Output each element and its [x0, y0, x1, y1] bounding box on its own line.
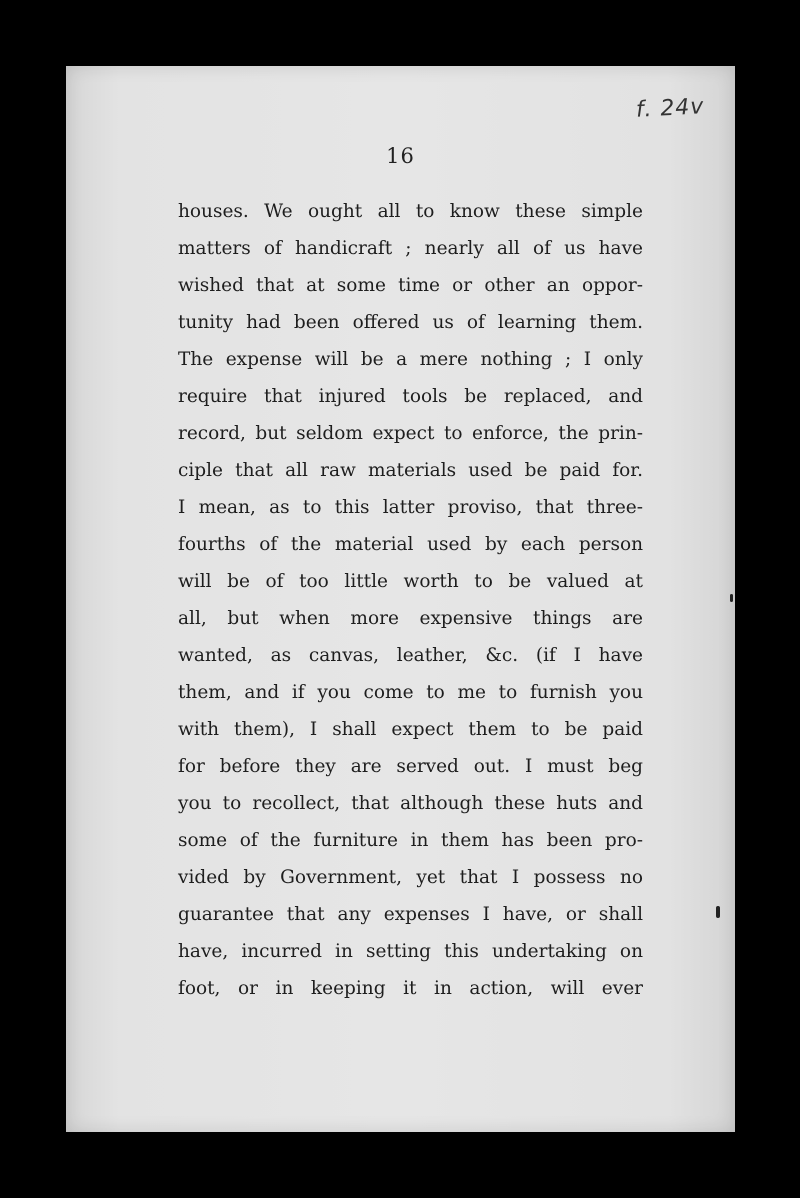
ink-speck [716, 906, 720, 918]
text-line: will be of too little worth to be valued at [178, 571, 643, 592]
handwritten-folio-number: f. 24v [635, 94, 705, 123]
book-page [66, 66, 735, 1132]
text-line: vided by Government, yet that I possess no [178, 867, 643, 888]
text-line: wanted, as canvas, leather, &c. (if I have [178, 645, 643, 666]
text-line: foot, or in keeping it in action, will ever [178, 978, 643, 999]
text-line: I mean, as to this latter proviso, that three- [178, 497, 643, 518]
text-line: for before they are served out. I must beg [178, 756, 643, 777]
ink-speck [730, 594, 733, 602]
text-line: you to recollect, that although these huts and [178, 793, 643, 814]
page-body-text [178, 193, 643, 1007]
text-line: all, but when more expensive things are [178, 608, 643, 629]
text-line: with them), I shall expect them to be paid [178, 719, 643, 740]
text-line: The expense will be a mere nothing ; I only [178, 349, 643, 370]
text-line: wished that at some time or other an oppor- [178, 275, 643, 296]
page-number: 16 [386, 144, 415, 168]
text-line: matters of handicraft ; nearly all of us have [178, 238, 643, 259]
text-line: some of the furniture in them has been pro- [178, 830, 643, 851]
text-line: have, incurred in setting this undertaking on [178, 941, 643, 962]
text-line: guarantee that any expenses I have, or shall [178, 904, 643, 925]
text-line: tunity had been offered us of learning them. [178, 312, 643, 333]
text-line: fourths of the material used by each person [178, 534, 643, 555]
text-line: record, but seldom expect to enforce, the prin- [178, 423, 643, 444]
text-line: ciple that all raw materials used be paid for. [178, 460, 643, 481]
text-line: them, and if you come to me to furnish you [178, 682, 643, 703]
text-line: require that injured tools be replaced, and [178, 386, 643, 407]
text-line: houses. We ought all to know these simple [178, 201, 643, 222]
